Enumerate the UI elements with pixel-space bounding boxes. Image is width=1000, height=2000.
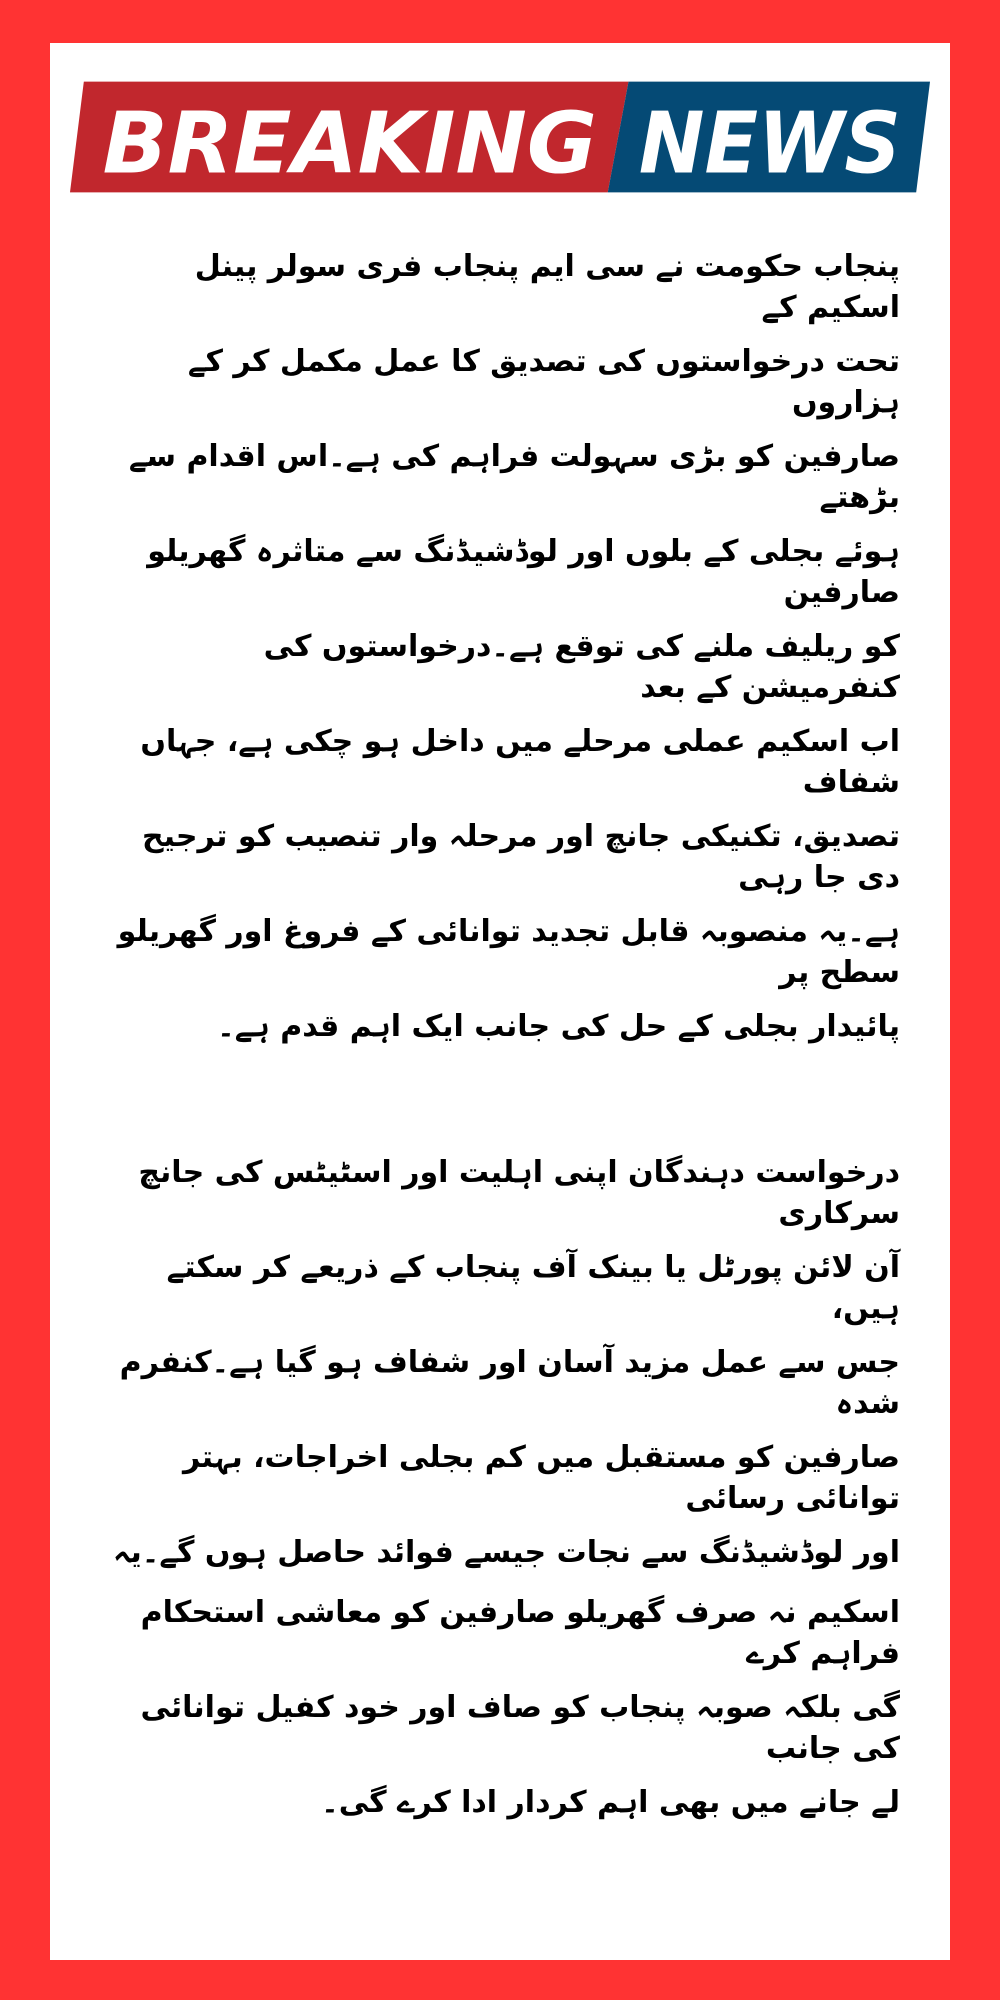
breaking-news-banner [70,81,930,193]
article-line: صارفین کو بڑی سہولت فراہم کی ہے۔اس اقدام سے بڑھتے [128,439,900,515]
article-line: کو ریلیف ملنے کی توقع ہے۔درخواستوں کی کنفرمیشن کے بعد [263,629,900,705]
article-paragraph-1 [100,233,900,1049]
article-line: لے جانے میں بھی اہم کردار ادا کرے گی۔ [321,1785,900,1820]
article-line: ہوئے بجلی کے بلوں اور لوڈشیڈنگ سے متاثرہ گھریلو صارفین [147,534,900,610]
article-line: پائیدار بجلی کے حل کی جانب ایک اہم قدم ہے۔ [217,1009,900,1044]
article-line: اب اسکیم عملی مرحلے میں داخل ہو چکی ہے، جہاں شفاف [140,724,900,800]
article-line: ہے۔یہ منصوبہ قابل تجدید توانائی کے فروغ اور گھریلو سطح پر [117,914,900,990]
article-line: اور لوڈشیڈنگ سے نجات جیسے فوائد حاصل ہوں گے۔یہ [112,1535,900,1570]
article-line: گی بلکہ صوبہ پنجاب کو صاف اور خود کفیل توانائی کی جانب [140,1690,900,1766]
banner-word-breaking: BREAKING [102,94,597,193]
article-paragraph-2 [100,1139,900,1829]
article-line: جس سے عمل مزید آسان اور شفاف ہو گیا ہے۔کنفرم شدہ [119,1345,900,1421]
article-line: اسکیم نہ صرف گھریلو صارفین کو معاشی استحکام فراہم کرے [140,1595,900,1671]
article-line: تحت درخواستوں کی تصدیق کا عمل مکمل کر کے ہزاروں [187,344,900,420]
banner-word-news: NEWS [638,94,901,193]
article-line: درخواست دہندگان اپنی اہلیت اور اسٹیٹس کی جانچ سرکاری [138,1155,900,1231]
article-line: تصدیق، تکنیکی جانچ اور مرحلہ وار تنصیب کو ترجیح دی جا رہی [141,819,900,895]
content-panel [50,43,950,1960]
article-line: آن لائن پورٹل یا بینک آف پنجاب کے ذریعے کر سکتے ہیں، [166,1250,900,1326]
article-line: صارفین کو مستقبل میں کم بجلی اخراجات، بہتر توانائی رسائی [182,1440,900,1516]
article-line: پنجاب حکومت نے سی ایم پنجاب فری سولر پینل اسکیم کے [194,249,900,325]
